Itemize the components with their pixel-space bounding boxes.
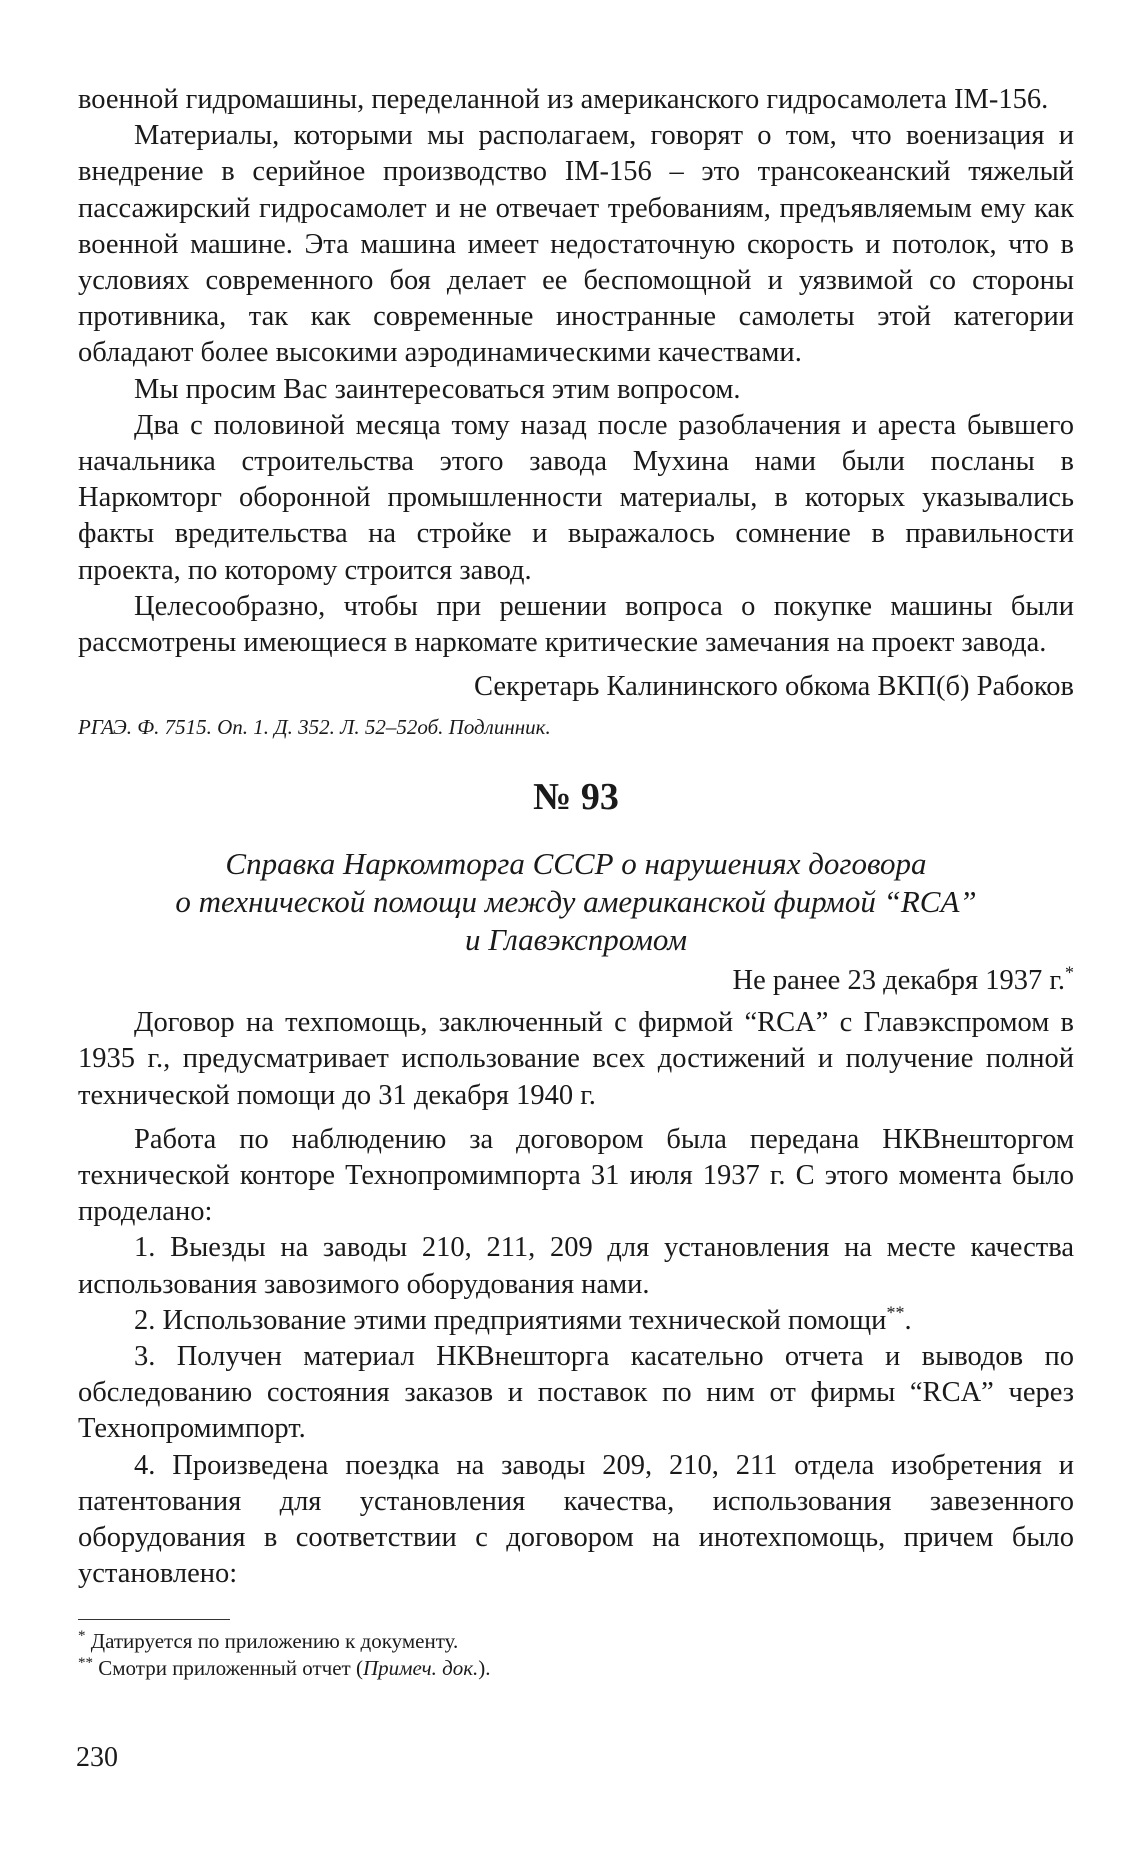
footnote: [78, 1628, 1074, 1655]
list-item: 1. Выезды на заводы 210, 211, 209 для установления на месте качества использования завозимого оборудования нами.: [78, 1232, 1074, 1300]
footnote: [78, 1655, 1074, 1682]
footnote-marker: *: [1065, 962, 1074, 983]
footnote-divider: [78, 1619, 230, 1620]
list-item-text: 2. Использование этими предприятиями технической помощи: [134, 1304, 887, 1336]
list-item: [78, 1303, 1074, 1339]
archive-reference: РГАЭ. Ф. 7515. Оп. 1. Д. 352. Л. 52–52об. Подлинник.: [78, 715, 551, 740]
footnote-text: Смотри приложенный отчет (: [98, 1655, 363, 1680]
document-number: № 93: [533, 776, 619, 819]
footnote-italic: Примеч. док.: [362, 1655, 479, 1680]
paragraph: Материалы, которыми мы располагаем, говорят о том, что военизация и внедрение в серийное производство IM-156 – это трансокеанский тяжелый пассажирский гидросамолет и не отвечает требованиям, предъявляемым ему как военной машине. Эта машина имеет недостаточную скорость и потолок, что в условиях современного боя делает ее беспомощной и уязвимой со стороны противника, так как современные иностранные самолеты этой категории обладают более высокими аэродинамическими качествами.: [78, 120, 1074, 369]
document-title-line: Справка Наркомторга СССР о нарушениях договора: [225, 846, 927, 882]
document-date-text: Не ранее 23 декабря 1937 г.: [732, 965, 1065, 997]
list-item-end: .: [904, 1304, 912, 1336]
document-title-line: о технической помощи между американской фирмой “RCA”: [175, 884, 977, 920]
page-number: 230: [76, 1742, 118, 1773]
footnote-text: Датируется по приложению к документу.: [90, 1628, 459, 1653]
footnote-mark: *: [78, 1627, 86, 1644]
footnote-text-end: ).: [478, 1655, 491, 1680]
document-date: [78, 963, 1074, 999]
paragraph: Работа по наблюдению за договором была передана НКВнешторгом технической конторе Технопромимпорта 31 июля 1937 г. С этого момента было проделано:: [78, 1123, 1074, 1228]
paragraph: Два с половиной месяца тому назад после разоблачения и ареста бывшего начальника строительства этого завода Мухина нами были посланы в Наркомторг оборонной промышленности материалы, в которых указывались факты вредительства на стройке и выражалось сомнение в правильности проекта, по которому строится завод.: [78, 409, 1074, 586]
footnote-marker: **: [886, 1302, 905, 1323]
paragraph: Мы просим Вас заинтересоваться этим вопросом.: [134, 373, 741, 405]
document-title: [78, 845, 1074, 959]
list-item: 3. Получен материал НКВнешторга касательно отчета и выводов по обследованию состояния заказов и поставок по ним от фирмы “RCA” через Технопромимпорт.: [78, 1341, 1074, 1445]
footnote-mark: **: [78, 1654, 93, 1671]
document-title-line: и Главэкспромом: [464, 922, 688, 958]
list-item: 4. Произведена поездка на заводы 209, 210, 211 отдела изобретения и патентования для установления качества, использования завезенного оборудования в соответствии с договором на инотехпомощь, причем было установлено:: [78, 1449, 1074, 1590]
signature-line: Секретарь Калининского обкома ВКП(б) Рабоков: [473, 671, 1074, 703]
paragraph: Целесообразно, чтобы при решении вопроса о покупке машины были рассмотрены имеющиеся в наркомате критические замечания на проект завода.: [78, 590, 1074, 659]
paragraph-continuation: военной гидромашины, переделанной из американского гидросамолета IM-156.: [78, 84, 1049, 115]
paragraph: Договор на техпомощь, заключенный с фирмой “RCA” с Главэкспромом в 1935 г., предусматривает использование всех достижений и получение полной технической помощи до 31 декабря 1940 г.: [78, 1007, 1074, 1111]
